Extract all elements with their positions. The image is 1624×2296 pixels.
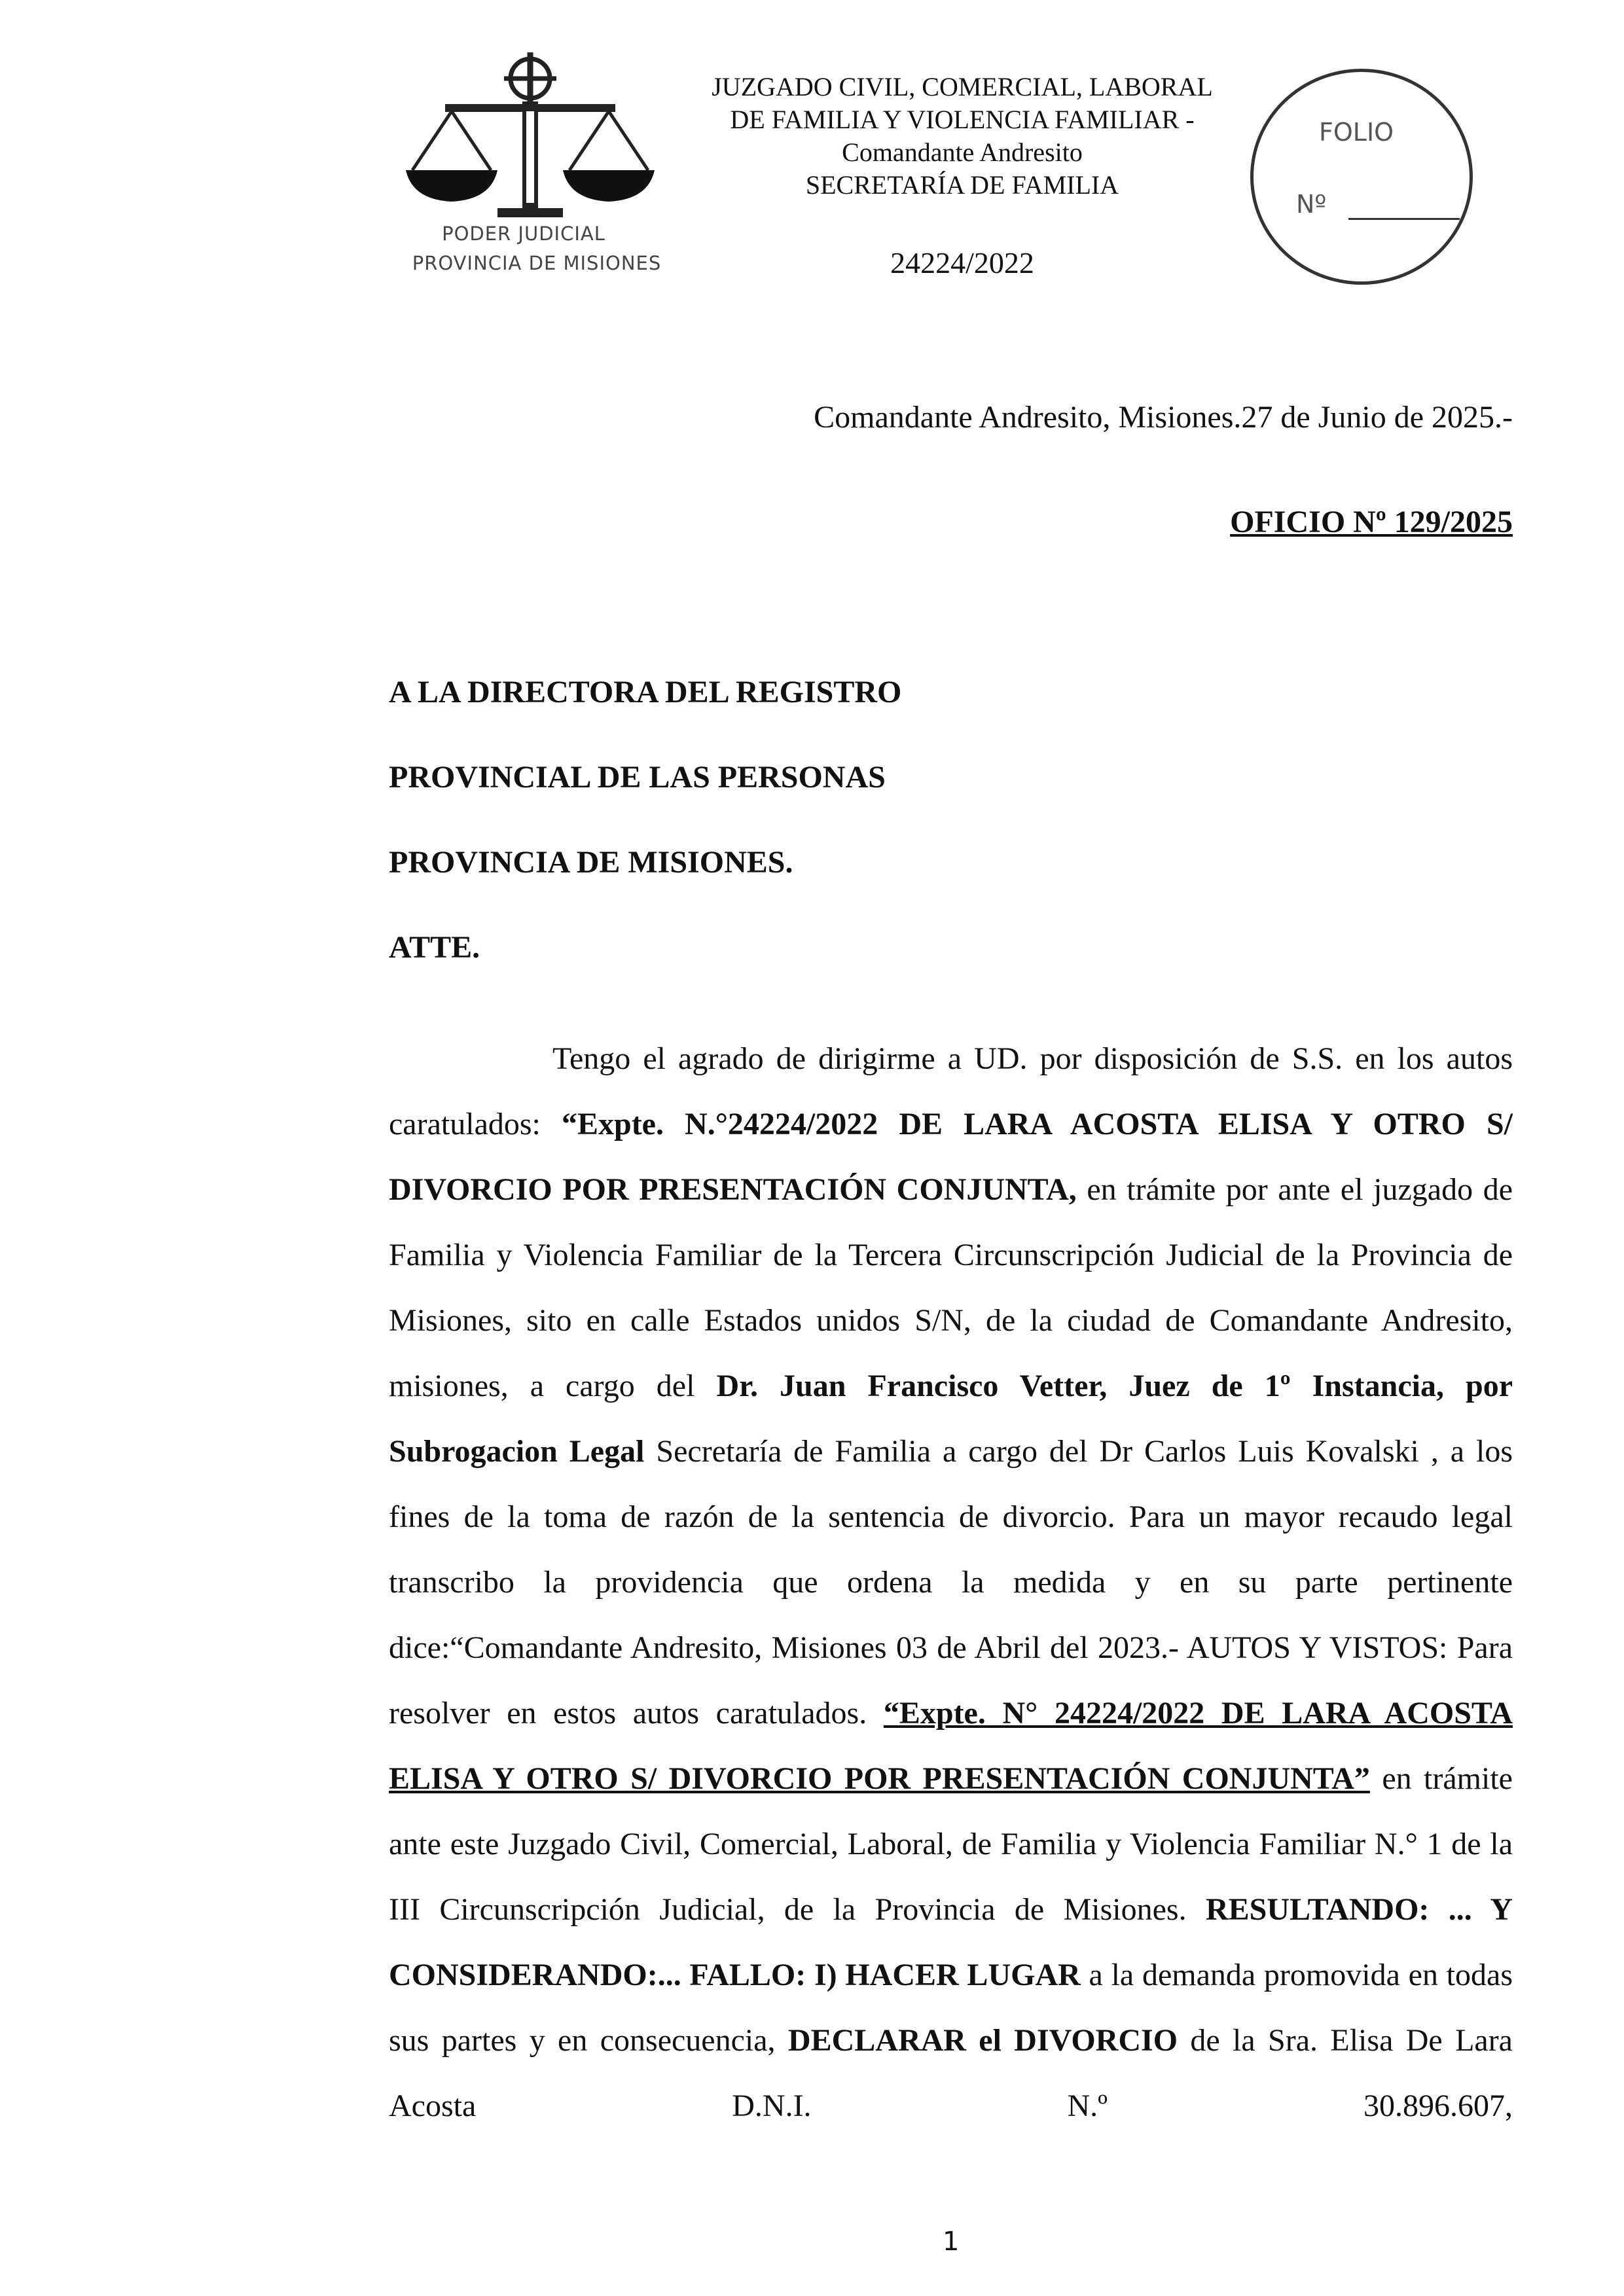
body-segment-1: Tengo el agrado de dirigirme a UD. por disposición de S.S. en los autos caratulados: bbox=[389, 1041, 1513, 1141]
addressee-line1: A LA DIRECTORA DEL REGISTRO bbox=[389, 675, 902, 709]
oficio-title: OFICIO Nº 129/2025 bbox=[1230, 505, 1513, 539]
body-segment-7: en trámite ante este Juzgado Civil, Comercial, Laboral, de Familia y Violencia Familiar N.° 1 de la III Circunscripción Judicial, de la Provincia de Misiones. bbox=[389, 1761, 1513, 1927]
scales-of-justice-icon bbox=[393, 39, 655, 223]
folio-number-line bbox=[1348, 218, 1460, 220]
body-paragraph bbox=[389, 1026, 1513, 2139]
body-segment-5: Secretaría de Familia a cargo del Dr Carlos Luis Kovalski , a los fines de la toma de razón de la sentencia de divorcio. Para un mayor recaudo legal transcribo la providencia que ordena la medida y en su parte pertinente dice:“Comandante Andresito, Misiones 03 de Abril del 2023.- AUTOS Y VISTOS: Para resolver en estos autos caratulados. bbox=[389, 1434, 1513, 1731]
court-line3: Comandante Andresito bbox=[842, 137, 1083, 167]
body-segment-11: de la Sra. Elisa De Lara Acosta D.N.I. N.º 30.896.607, bbox=[389, 2023, 1513, 2123]
ruling-bold: RESULTANDO: ... Y CONSIDERANDO:... FALLO: I) HACER LUGAR bbox=[389, 1892, 1513, 1992]
page-number: 1 bbox=[943, 2227, 960, 2257]
divorce-declaration-bold: DECLARAR el DIVORCIO bbox=[787, 2023, 1178, 2058]
folio-number-label: Nº bbox=[1296, 190, 1327, 219]
court-line1: JUZGADO CIVIL, COMERCIAL, LABORAL bbox=[712, 72, 1213, 101]
court-line2: DE FAMILIA Y VIOLENCIA FAMILIAR - bbox=[730, 105, 1195, 134]
case-title-underlined: “Expte. N° 24224/2022 DE LARA ACOSTA ELISA Y OTRO S/ DIVORCIO POR PRESENTACIÓN CONJUNTA” bbox=[389, 1696, 1513, 1796]
logo-text-line1: PODER JUDICIAL bbox=[442, 223, 605, 245]
addressee-line3: PROVINCIA DE MISIONES. bbox=[389, 845, 793, 880]
folio-circle bbox=[1250, 69, 1473, 285]
expediente-number: 24224/2022 bbox=[890, 246, 1034, 279]
judge-name-bold: Dr. Juan Francisco Vetter, Juez de 1º Instancia, por Subrogacion Legal bbox=[389, 1369, 1513, 1469]
date-line: Comandante Andresito, Misiones.27 de Junio de 2025.- bbox=[814, 400, 1513, 435]
case-title-bold: “Expte. N.°24224/2022 DE LARA ACOSTA ELISA Y OTRO S/ DIVORCIO POR PRESENTACIÓN CONJUNTA, bbox=[389, 1107, 1513, 1207]
body-segment-9: a la demanda promovida en todas sus partes y en consecuencia, bbox=[389, 1958, 1513, 2058]
addressee-line4: ATTE. bbox=[389, 930, 480, 965]
logo-text-line2: PROVINCIA DE MISIONES bbox=[412, 252, 662, 274]
folio-stamp bbox=[1250, 69, 1479, 291]
court-line4: SECRETARÍA DE FAMILIA bbox=[805, 170, 1119, 200]
court-heading bbox=[674, 71, 1250, 202]
judicial-logo bbox=[393, 39, 694, 288]
folio-label: FOLIO bbox=[1319, 118, 1394, 147]
addressee-line2: PROVINCIAL DE LAS PERSONAS bbox=[389, 760, 886, 795]
body-segment-3: en trámite por ante el juzgado de Familia y Violencia Familiar de la Tercera Circunscripción Judicial de la Provincia de Misiones, sito en calle Estados unidos S/N, de la ciudad de Comandante Andresito, misiones, a cargo del bbox=[389, 1172, 1513, 1403]
